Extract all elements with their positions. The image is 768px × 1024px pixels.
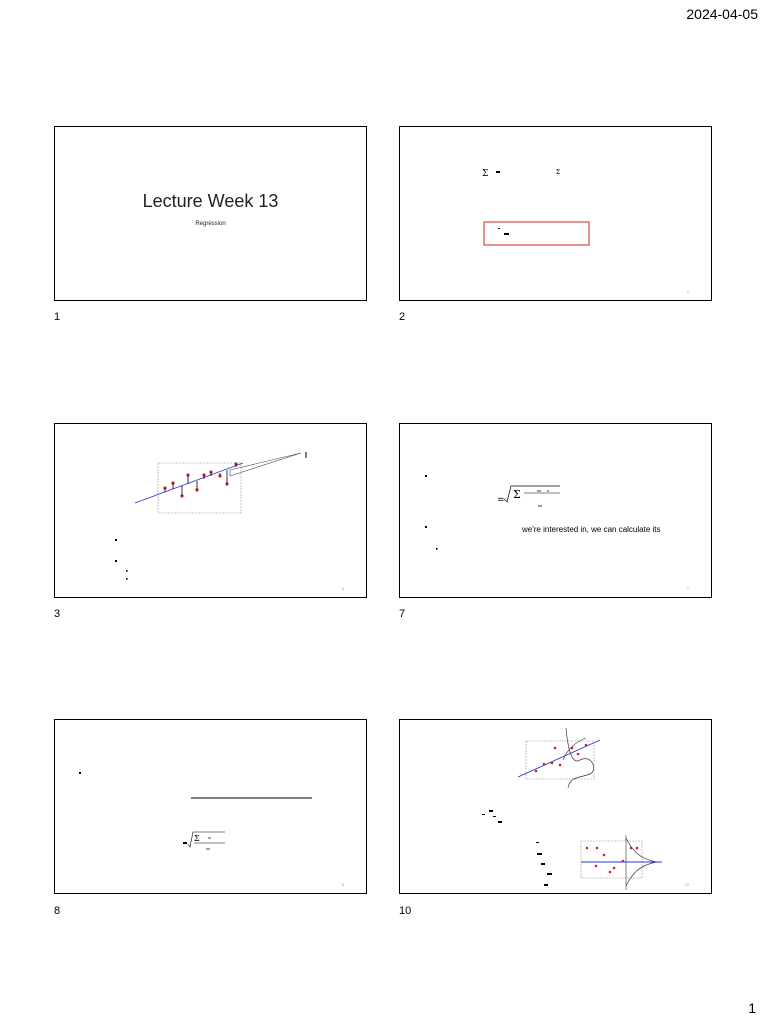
slide-caption: we're interested in, we can calculate its (522, 525, 661, 534)
equals-sign: = (497, 495, 505, 505)
plot-frame (526, 741, 594, 779)
slide-thumbnail-8[interactable] (54, 719, 367, 894)
sigma-symbol: Σ (513, 488, 521, 501)
slide-footer-number: 2 (686, 289, 689, 294)
slide-number-label: 10 (399, 905, 412, 917)
slide-thumbnail-7[interactable] (399, 423, 712, 598)
page-number: 1 (748, 1000, 756, 1016)
sigma-symbol: Σ (482, 169, 489, 179)
data-points (586, 847, 639, 874)
slide-footer-number: 7 (686, 586, 689, 591)
slide-thumbnail-10[interactable] (399, 719, 712, 894)
residual-lines (165, 464, 236, 496)
highlight-box (484, 222, 589, 245)
slide-footer-number: 8 (341, 882, 344, 887)
slide-number-label: 1 (54, 311, 61, 323)
equation-mark (498, 228, 500, 229)
equation-mark (504, 233, 509, 235)
equation-mark (183, 842, 187, 844)
slide-thumbnail-2[interactable] (399, 126, 712, 301)
plot-frame (158, 463, 241, 513)
plot-frame (581, 841, 642, 878)
equation-mark (496, 171, 500, 173)
zoom-wedge (230, 453, 301, 476)
regression-line (518, 740, 600, 777)
slide-2-graphics (400, 127, 712, 301)
data-points (163, 462, 237, 497)
slide-3-regression-figure (55, 424, 367, 598)
sigma-symbol: Σ (194, 834, 200, 843)
slide-number-label: 8 (54, 905, 61, 917)
slide-number-label: 2 (399, 311, 406, 323)
print-date: 2024-04-05 (686, 6, 758, 22)
slide-footer-number: 3 (341, 586, 344, 591)
slide-title: Lecture Week 13 (142, 191, 279, 211)
sigma-symbol-small: Σ (556, 169, 561, 176)
slide-8-formula (55, 720, 367, 894)
slide-number-label: 3 (54, 608, 61, 620)
slide-subtitle: Regression (195, 221, 226, 227)
slide-footer-number: 10 (684, 882, 689, 887)
bullet-points (425, 475, 438, 550)
bullet-points (115, 539, 128, 580)
slide-thumbnail-1[interactable] (54, 126, 367, 301)
slide-10-distribution-figure (400, 720, 712, 894)
equation-marks (482, 810, 552, 886)
bullet-point (79, 772, 81, 774)
slide-thumbnail-3[interactable] (54, 423, 367, 598)
slide-number-label: 7 (399, 608, 406, 620)
slide-7-formula (400, 424, 712, 598)
